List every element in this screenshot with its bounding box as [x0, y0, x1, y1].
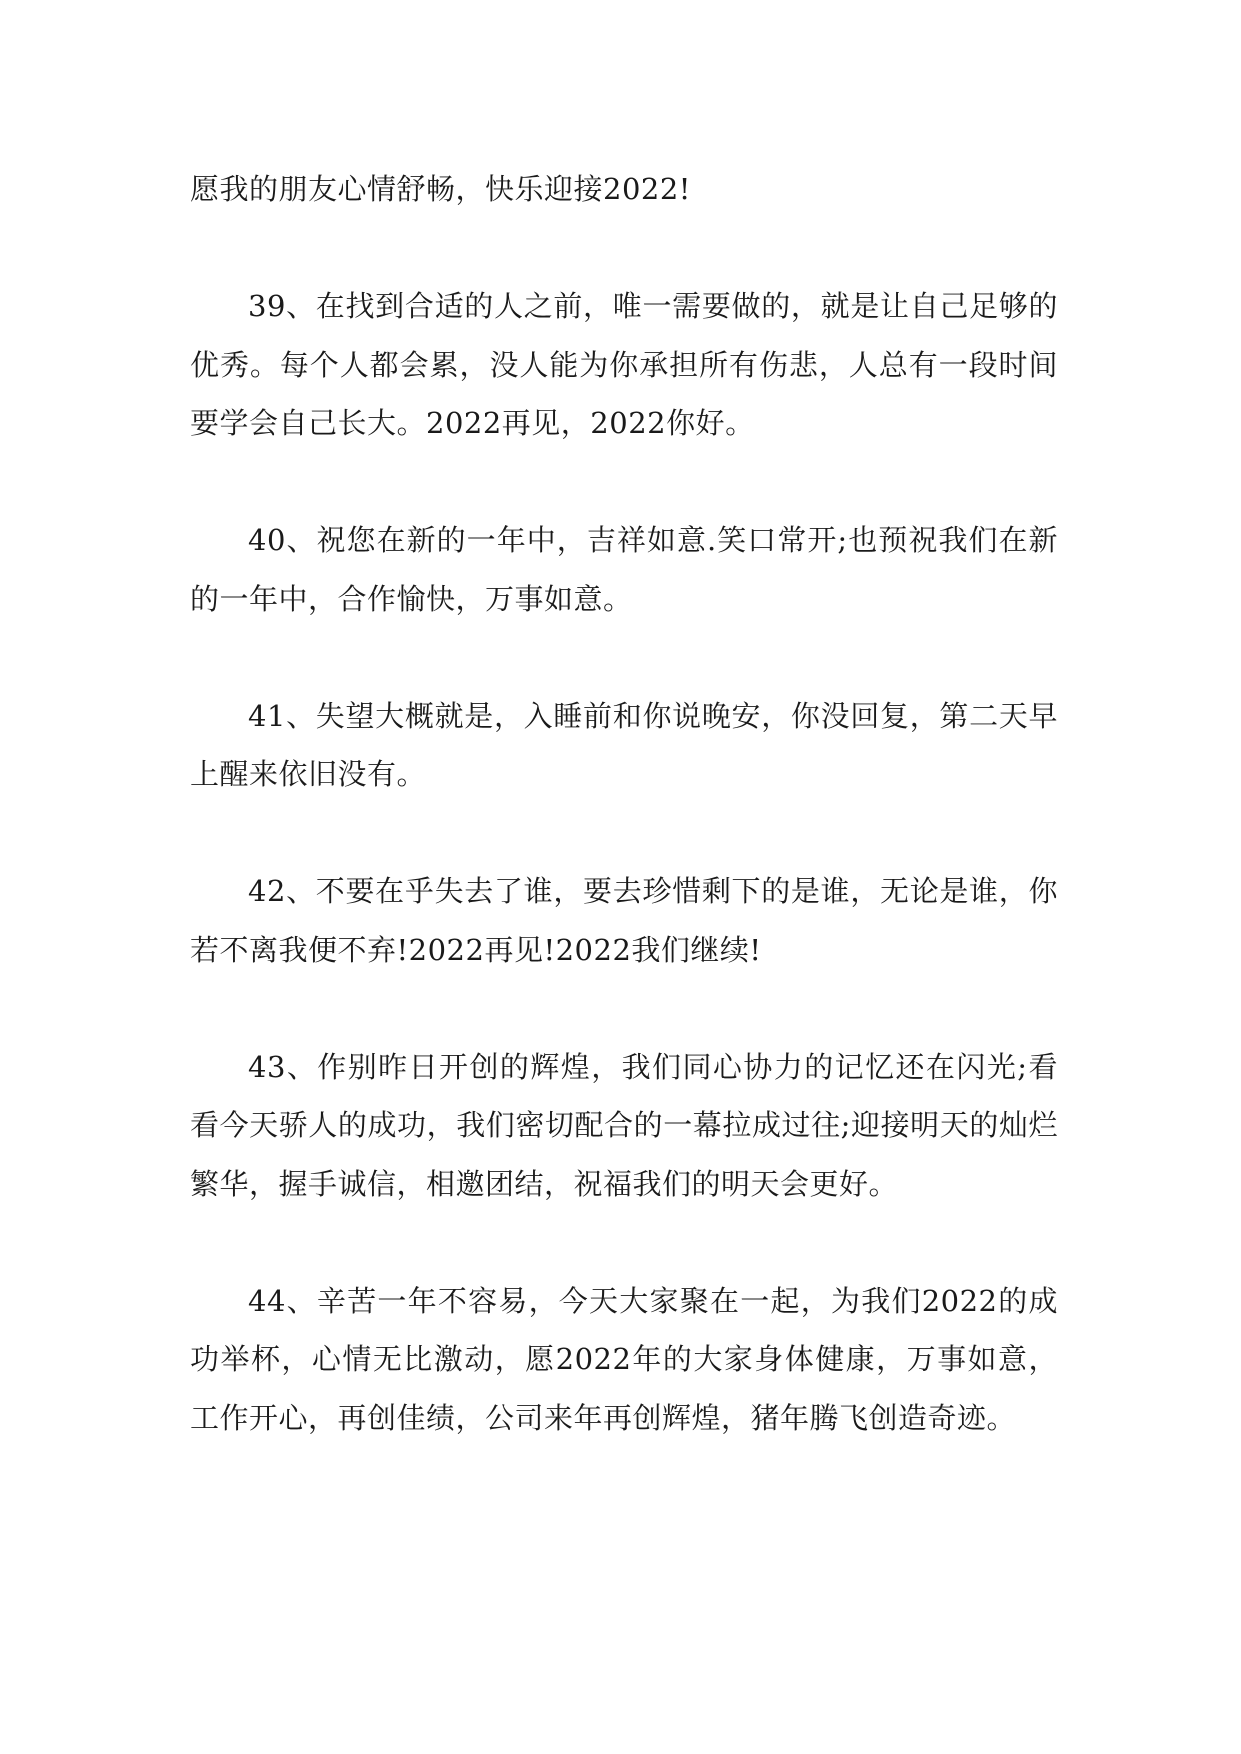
- paragraph-43: 43、作别昨日开创的辉煌，我们同心协力的记忆还在闪光;看看今天骄人的成功，我们密切配合的一幕拉成过往;迎接明天的灿烂繁华，握手诚信，相邀团结，祝福我们的明天会更好。: [190, 1049, 1058, 1201]
- paragraph-continuation: 愿我的朋友心情舒畅，快乐迎接2022!: [190, 172, 691, 206]
- paragraph-44: 44、辛苦一年不容易，今天大家聚在一起，为我们2022的成功举杯，心情无比激动，愿2022年的大家身体健康，万事如意，工作开心，再创佳绩，公司来年再创辉煌，猪年腾飞创造奇迹。: [190, 1283, 1058, 1435]
- document-body: [190, 160, 1058, 1506]
- paragraph-42: 42、不要在乎失去了谁，要去珍惜剩下的是谁，无论是谁，你若不离我便不弃!2022再见!2022我们继续!: [190, 874, 1058, 967]
- paragraph-41: 41、失望大概就是，入睡前和你说晚安，你没回复，第二天早上醒来依旧没有。: [190, 698, 1058, 791]
- paragraph-40: 40、祝您在新的一年中，吉祥如意.笑口常开;也预祝我们在新的一年中，合作愉快，万事如意。: [190, 523, 1058, 616]
- paragraph-39: 39、在找到合适的人之前，唯一需要做的，就是让自己足够的优秀。每个人都会累，没人能为你承担所有伤悲，人总有一段时间要学会自己长大。2022再见，2022你好。: [190, 289, 1058, 440]
